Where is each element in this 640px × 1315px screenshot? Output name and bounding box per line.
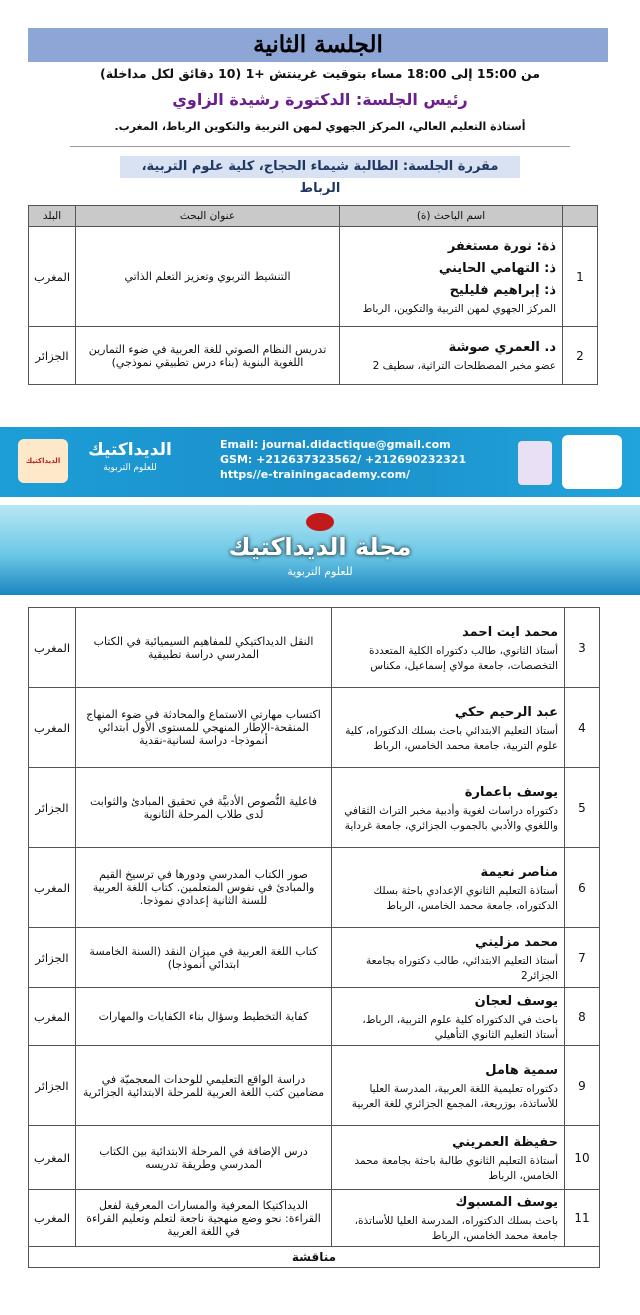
session-time: من 15:00 إلى 18:00 مساء بتوقيت غرينتش +1 (10 دقائق لكل مداخلة) [99, 66, 541, 81]
row-num: 11 [565, 1190, 600, 1247]
row-country: المغرب [29, 608, 76, 688]
author-affiliation: باحث في الدكتوراه كلية علوم التربية، الرباط، أستاذ التعليم الثانوي التأهيلي [362, 1013, 558, 1041]
row-title: دراسة الواقع التعليمي للوحدات المعجميّة في مضامين كتب اللغة العربية للمرحلة الابتدائية الجزائرية [76, 1046, 332, 1126]
chair-affiliation: أستاذة التعليم العالي، المركز الجهوي لمهن التربية والتكوين الرباط، المغرب. [114, 120, 526, 133]
author-affiliation: أستاذة التعليم الثانوي طالبة باحثة بجامعة محمد الخامس، الرباط [354, 1154, 558, 1182]
row-num: 5 [565, 768, 600, 848]
author-name: محمد مزليني [475, 934, 558, 950]
author-affiliation: أستاذ التعليم الابتدائي، طالب دكتوراه بجامعة الجزائر2 [366, 954, 558, 982]
author-name: حفيظة العمريني [452, 1134, 558, 1150]
author-name: مناصر نعيمة [480, 864, 558, 880]
author-affiliation: أستاذ التعليم الابتدائي باحث بسلك الدكتوراه، كلية علوم التربية، جامعة محمد الخامس، الرباط [345, 724, 558, 752]
row-country: المغرب [29, 1190, 76, 1247]
table-row [29, 1126, 600, 1190]
row-title: النقل الديداكتيكي للمفاهيم السيميائية في الكتاب المدرسي دراسة تطبيقية [76, 608, 332, 688]
row-num: 6 [565, 848, 600, 928]
table-row [29, 1190, 600, 1247]
row-authors [332, 1126, 565, 1190]
table-row [29, 327, 598, 385]
header-country: البلد [29, 206, 76, 227]
author-affiliation: دكتوراه دراسات لغوية وأدبية مخبر التراث الثقافي واللغوي والأدبي بالجموب الجزائري، جامعة غرداية [344, 804, 558, 832]
session-title: الجلسة الثانية [28, 28, 608, 62]
author-name: يوسف المسبوك [455, 1195, 558, 1210]
row-num: 1 [563, 227, 598, 327]
journal-logo [80, 437, 180, 485]
row-country: المغرب [29, 1126, 76, 1190]
program-page-1 [0, 0, 640, 505]
flag-icon [306, 513, 334, 531]
discussion-label: مناقشة [29, 1247, 600, 1268]
author-name: د. العمري صوشة [448, 340, 556, 355]
contact-info [220, 437, 466, 482]
session-rapporteur: مقررة الجلسة: الطالبة شيماء الحجاج، كلية علوم التربية، الرباط [120, 156, 520, 178]
speakers-table-1 [28, 205, 598, 385]
row-authors [332, 768, 565, 848]
row-country: الجزائر [29, 928, 76, 988]
header-num [563, 206, 598, 227]
journal-logo-left: الديداكتيك [18, 439, 68, 483]
discussion-row [29, 1247, 600, 1268]
row-title: الديداكتيكا المعرفية والمسارات المعرفية لفعل القراءة: نحو وضع منهجية ناجعة لتعلم وتعليم القراءة في اللغة العربية [76, 1190, 332, 1247]
row-authors [332, 608, 565, 688]
session-chair: رئيس الجلسة: الدكتورة رشيدة الزاوي [172, 90, 468, 109]
row-authors [340, 227, 563, 327]
row-title: اكتساب مهارتي الاستماع والمحادثة في ضوء المنهاج المنقحة-الإطار المنهجي للمستوى الأول ابتدائي أنموذجا- دراسة لسانية-نقدية [76, 688, 332, 768]
logo-title: الديداكتيك [88, 440, 172, 460]
table-header-row [29, 206, 598, 227]
row-country: المغرب [29, 848, 76, 928]
row-title: صور الكتاب المدرسي ودورها في ترسيخ القيم والمبادئ في نفوس المتعلمين. كتاب اللغة العربية للسنة الثانية إعدادي نموذجا. [76, 848, 332, 928]
author-affiliation: دكتوراه تعليمية اللغة العربية، المدرسة العليا للأساتذة، بوزريعة، المجمع الجزائري للغة العربية [351, 1082, 558, 1110]
row-authors [332, 988, 565, 1046]
speakers-table-2 [28, 607, 600, 1268]
logo-subtitle: للعلوم التربوية [103, 463, 157, 473]
row-country: المغرب [29, 227, 76, 327]
author-affiliation: أستاذة التعليم الثانوي الإعدادي باحثة بسلك الدكتوراه، جامعة محمد الخامس، الرباط [373, 884, 558, 912]
row-title: فاعلية النُّصوص الأدبيَّة في تحقيق المبادئ والثوابت لدى طلاب المرحلة الثانوية [76, 768, 332, 848]
row-authors [340, 327, 563, 385]
row-country: الجزائر [29, 1046, 76, 1126]
author-name: سمية هامل [485, 1062, 558, 1078]
row-num: 10 [565, 1126, 600, 1190]
row-title: التنشيط التربوي وتعزيز التعلم الذاتي [76, 227, 340, 327]
journal-brand-subtitle: للعلوم التربوية [287, 565, 353, 578]
row-country: الجزائر [29, 768, 76, 848]
author-name: يوسف باعمارة [464, 784, 558, 800]
journal-banner [0, 427, 640, 497]
row-authors [332, 928, 565, 988]
table-row [29, 227, 598, 327]
author-affiliation: المركز الجهوي لمهن التربية والتكوين، الرباط [362, 303, 556, 315]
row-title: كتاب اللغة العربية في ميزان النقد (السنة الخامسة ابتدائي أنموذجا) [76, 928, 332, 988]
row-country: المغرب [29, 988, 76, 1046]
divider [70, 146, 570, 147]
header-authors: اسم الباحث (ة) [340, 206, 563, 227]
row-title: كفاية التخطيط وسؤال بناء الكفايات والمهارات [76, 988, 332, 1046]
contact-gsm: GSM: +212637323562/ +212690232321 [220, 453, 467, 466]
row-authors [332, 848, 565, 928]
contact-email[interactable]: Email: journal.didactique@gmail.com [220, 438, 451, 451]
author-affiliation: أستاذ الثانوي، طالب دكتوراه الكلية المتعددة التخصصات، جامعة مولاي إسماعيل، مكناس [368, 644, 558, 672]
table-row [29, 688, 600, 768]
row-num: 9 [565, 1046, 600, 1126]
author-name: ذ: التهامي الحايني [438, 261, 556, 276]
author-affiliation: عضو مخبر المصطلحات التراثية، سطيف 2 [372, 360, 556, 372]
row-authors [332, 688, 565, 768]
author-name: ذ: إبراهيم فليليح [449, 283, 556, 298]
row-title: درس الإضافة في المرحلة الابتدائية بين الكتاب المدرسي وطريقة تدريسه [76, 1126, 332, 1190]
row-num: 4 [565, 688, 600, 768]
author-affiliation: باحث بسلك الدكتوراه، المدرسة العليا للأساتذة، جامعة محمد الخامس، الرباط [354, 1215, 558, 1242]
row-authors [332, 1190, 565, 1247]
journal-brand: مجلة الديداكتيك [228, 533, 412, 561]
table-row [29, 768, 600, 848]
contact-website[interactable]: https//e-trainingacademy.com/ [220, 468, 411, 481]
row-num: 7 [565, 928, 600, 988]
header-title: عنوان البحث [76, 206, 340, 227]
journal-header [0, 505, 640, 595]
row-authors [332, 1046, 565, 1126]
row-num: 2 [563, 327, 598, 385]
author-name: ذة: نورة مستغفر [447, 239, 556, 254]
row-num: 3 [565, 608, 600, 688]
row-title: تدريس النظام الصوتي للغة العربية في ضوء التمارين اللغوية البنوية (بناء درس تطبيقي نموذجي) [76, 327, 340, 385]
table-row [29, 848, 600, 928]
table-row [29, 988, 600, 1046]
table-row [29, 608, 600, 688]
author-name: محمد ايت احمد [462, 624, 558, 640]
table-row [29, 928, 600, 988]
academy-logo [562, 435, 622, 489]
table-row [29, 1046, 600, 1126]
row-num: 8 [565, 988, 600, 1046]
author-name: يوسف لعجان [474, 993, 558, 1009]
row-country: الجزائر [29, 327, 76, 385]
author-name: عبد الرحيم حكي [454, 704, 558, 720]
row-country: المغرب [29, 688, 76, 768]
academy-logo-small [518, 441, 552, 485]
